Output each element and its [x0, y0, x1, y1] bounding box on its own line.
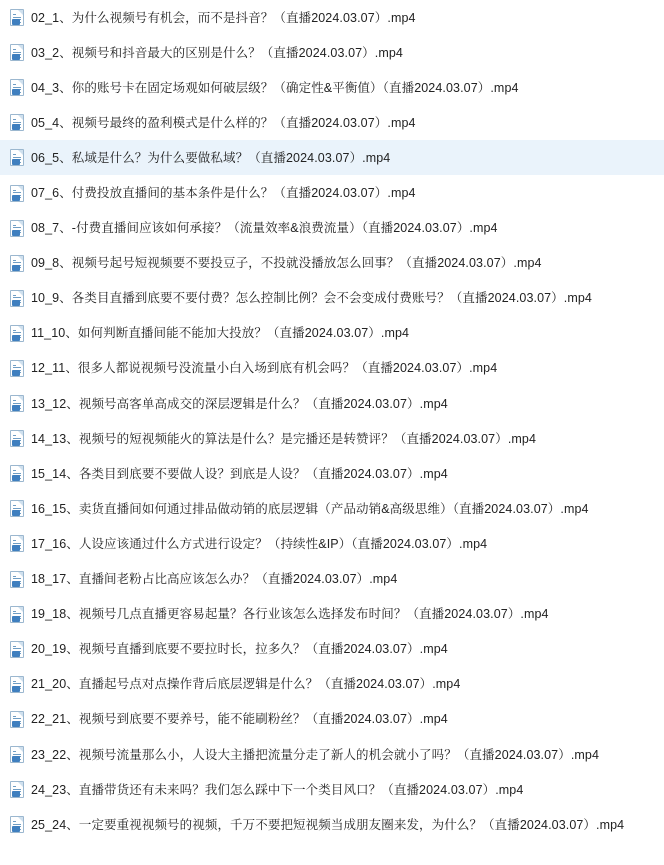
file-list-item[interactable]: [0, 632, 664, 667]
video-file-icon: [10, 149, 24, 166]
video-file-icon: [10, 114, 24, 131]
file-name-label: 17_16、人设应该通过什么方式进行设定？（持续性&IP）（直播2024.03.07）.mp4: [31, 536, 488, 551]
file-list-item[interactable]: [0, 702, 664, 737]
file-list-item[interactable]: [0, 140, 664, 175]
file-name-label: 21_20、直播起号点对点操作背后底层逻辑是什么？（直播2024.03.07）.mp4: [31, 677, 461, 692]
video-file-icon: [10, 255, 24, 272]
video-file-icon: [10, 395, 24, 412]
file-list-item[interactable]: [0, 491, 664, 526]
file-list-item[interactable]: [0, 456, 664, 491]
video-file-icon: [10, 606, 24, 623]
file-list-item[interactable]: [0, 807, 664, 842]
file-name-label: 05_4、视频号最终的盈利模式是什么样的？（直播2024.03.07）.mp4: [31, 115, 416, 130]
file-list-item[interactable]: [0, 351, 664, 386]
file-list-item[interactable]: [0, 737, 664, 772]
file-name-label: 09_8、视频号起号短视频要不要投豆子，不投就没播放怎么回事？（直播2024.03.07）.mp4: [31, 256, 542, 271]
video-file-icon: [10, 44, 24, 61]
file-list-item[interactable]: [0, 526, 664, 561]
video-file-icon: [10, 9, 24, 26]
video-file-icon: [10, 816, 24, 833]
video-file-icon: [10, 641, 24, 658]
file-name-label: 03_2、视频号和抖音最大的区别是什么？（直播2024.03.07）.mp4: [31, 45, 403, 60]
file-name-label: 04_3、你的账号卡在固定场观如何破层级？（确定性&平衡值）（直播2024.03.07）.mp4: [31, 80, 519, 95]
file-list-item[interactable]: [0, 35, 664, 70]
video-file-icon: [10, 430, 24, 447]
video-file-icon: [10, 360, 24, 377]
video-file-icon: [10, 325, 24, 342]
file-list-item[interactable]: [0, 211, 664, 246]
file-list-item[interactable]: [0, 0, 664, 35]
file-name-label: 10_9、各类目直播到底要不要付费？怎么控制比例？会不会变成付费账号？（直播2024.03.07）.mp4: [31, 291, 592, 306]
file-name-label: 13_12、视频号高客单高成交的深层逻辑是什么？（直播2024.03.07）.mp4: [31, 396, 448, 411]
file-name-label: 14_13、视频号的短视频能火的算法是什么？是完播还是转赞评？（直播2024.03.07）.mp4: [31, 431, 537, 446]
video-file-icon: [10, 465, 24, 482]
file-list-item[interactable]: [0, 246, 664, 281]
file-list-item[interactable]: [0, 70, 664, 105]
video-file-icon: [10, 79, 24, 96]
video-file-icon: [10, 711, 24, 728]
file-name-label: 08_7、-付费直播间应该如何承接？（流量效率&浪费流量）（直播2024.03.07）.mp4: [31, 221, 498, 236]
file-name-label: 19_18、视频号几点直播更容易起量？各行业该怎么选择发布时间？（直播2024.03.07）.mp4: [31, 607, 549, 622]
file-list-item[interactable]: [0, 105, 664, 140]
file-list-item[interactable]: [0, 281, 664, 316]
file-name-label: 07_6、付费投放直播间的基本条件是什么？（直播2024.03.07）.mp4: [31, 186, 416, 201]
video-file-icon: [10, 676, 24, 693]
file-name-label: 25_24、一定要重视视频号的视频，千万不要把短视频当成朋友圈来发，为什么？（直播2024.03.07）.mp4: [31, 817, 625, 832]
file-name-label: 22_21、视频号到底要不要养号，能不能刷粉丝？（直播2024.03.07）.mp4: [31, 712, 448, 727]
file-name-label: 02_1、为什么视频号有机会，而不是抖音？（直播2024.03.07）.mp4: [31, 10, 416, 25]
file-list-item[interactable]: [0, 772, 664, 807]
video-file-icon: [10, 220, 24, 237]
video-file-icon: [10, 571, 24, 588]
file-list-item[interactable]: [0, 386, 664, 421]
file-name-label: 12_11、很多人都说视频号没流量小白入场到底有机会吗？（直播2024.03.07）.mp4: [31, 361, 498, 376]
file-name-label: 06_5、私域是什么？为什么要做私域？（直播2024.03.07）.mp4: [31, 150, 391, 165]
file-list-item[interactable]: [0, 667, 664, 702]
file-name-label: 20_19、视频号直播到底要不要拉时长，拉多久？（直播2024.03.07）.mp4: [31, 642, 448, 657]
video-file-icon: [10, 535, 24, 552]
file-list-item[interactable]: [0, 316, 664, 351]
file-name-label: 18_17、直播间老粉占比高应该怎么办？（直播2024.03.07）.mp4: [31, 572, 398, 587]
video-file-icon: [10, 746, 24, 763]
file-name-label: 23_22、视频号流量那么小，人设大主播把流量分走了新人的机会就小了吗？（直播2024.03.07）.mp4: [31, 747, 600, 762]
video-file-icon: [10, 500, 24, 517]
file-name-label: 16_15、卖货直播间如何通过排品做动销的底层逻辑（产品动销&高级思维）（直播2024.03.07）.mp4: [31, 501, 589, 516]
file-list-item[interactable]: [0, 421, 664, 456]
file-list-item[interactable]: [0, 597, 664, 632]
file-name-label: 24_23、直播带货还有未来吗？我们怎么踩中下一个类目风口？（直播2024.03.07）.mp4: [31, 782, 524, 797]
video-file-icon: [10, 185, 24, 202]
file-list-item[interactable]: [0, 562, 664, 597]
file-name-label: 15_14、各类目到底要不要做人设？到底是人设？（直播2024.03.07）.mp4: [31, 466, 448, 481]
video-file-icon: [10, 290, 24, 307]
video-file-icon: [10, 781, 24, 798]
file-name-label: 11_10、如何判断直播间能不能加大投放？（直播2024.03.07）.mp4: [31, 326, 410, 341]
file-list-item[interactable]: [0, 175, 664, 210]
